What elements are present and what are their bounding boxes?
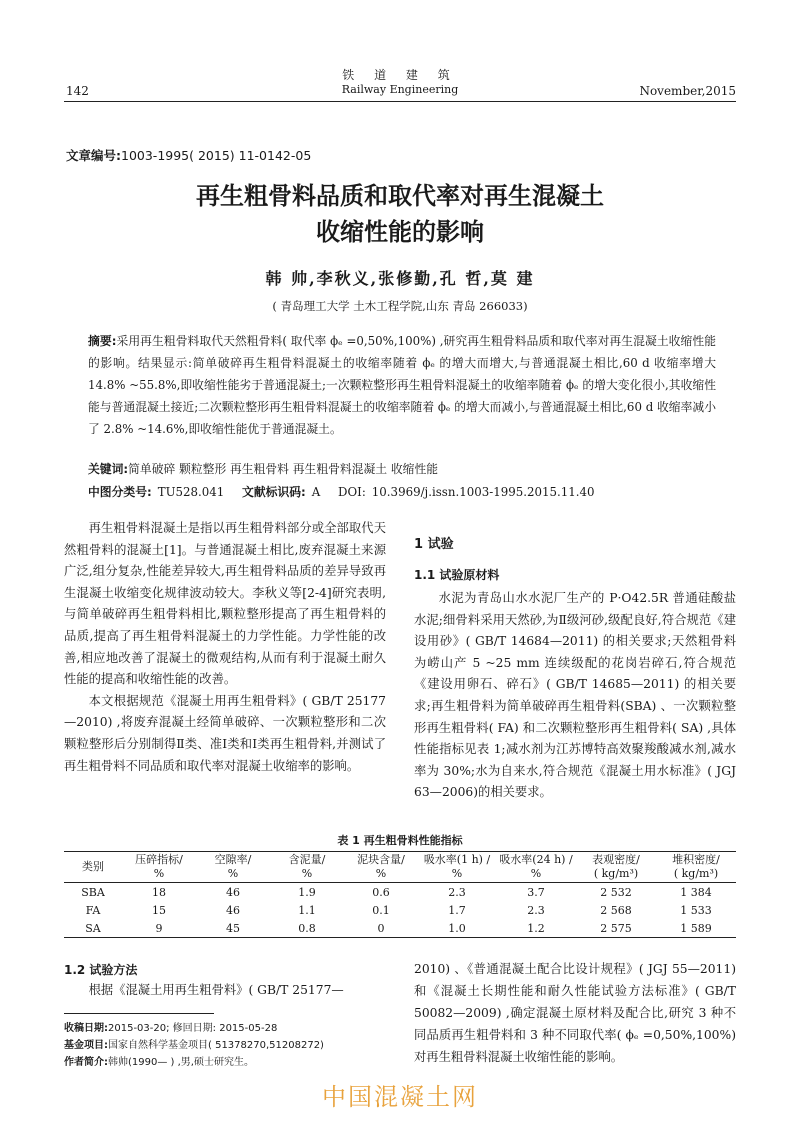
table-cell: SA	[64, 919, 122, 938]
table-cell: 1 533	[680, 903, 712, 917]
doc-code-label: 文献标识码:	[242, 485, 306, 499]
abstract-text: 采用再生粗骨料取代天然粗骨料( 取代率 ϕₑ =0,50%,100%) ,研究再生粗骨料品质和取代率对再生混凝土收缩性能的影响。结果显示:简单破碎再生粗骨料混凝土的收缩率随着 ϕₑ 的增大而增大,与普通混凝土相比,60 d 收缩率增大 14.8% ~55.8%,即收缩性能劣于普通混凝土;一次颗粒整形再生粗骨料混凝土的收缩率随着 ϕₑ 的增大变化很小,其收缩性能与普通混凝土接近;二次颗粒整形再生粗骨料混凝土的收缩率随着 ϕₑ 的增大而减小,与普通混凝土相比,60 d 收缩率减小了 2.8% ~14.6%,即收缩性能优于普通混凝土。	[88, 334, 717, 436]
classification-line	[88, 483, 601, 500]
materials-paragraph: 水泥为青岛山水水泥厂生产的 P·O42.5R 普通硅酸盐水泥;细骨料采用天然砂,为Ⅱ级河砂,级配良好,符合规范《建设用砂》( GB/T 14684—2011) 的相关要求;天然粗骨料为崂山产 5 ~25 mm 连续级配的花岗岩碎石,符合规范《建设用卵石、碎石》( GB/T 14685—2011) 的相关要求;再生粗骨料为简单破碎再生粗骨料(SBA) 、一次颗粒整形再生粗骨料( FA) 和二次颗粒整形再生粗骨料( SA) ,具体性能指标见表 1;减水剂为江苏博特高效聚羧酸减水剂,减水率为 30%;水为自来水,符合规范《混凝土用水标准》( JGJ 63—2006)的相关要求。	[414, 591, 736, 800]
keywords	[88, 460, 438, 477]
clc-label: 中图分类号:	[88, 485, 152, 499]
journal-title-en: Railway Engineering	[341, 83, 459, 96]
journal-title-cn: 铁 道 建 筑	[342, 68, 458, 82]
subsection-heading-methods: 1.2 试验方法	[64, 963, 138, 977]
table-cell: 3.7	[527, 885, 545, 899]
table-cell: 9	[122, 919, 196, 938]
table-header: 吸水率(1 h) / %	[418, 852, 496, 883]
table-header: 含泥量/ %	[270, 852, 344, 883]
table-header: 表观密度/ ( kg/m³)	[576, 852, 656, 883]
clc-value: TU528.041	[157, 485, 225, 499]
abstract-label: 摘要:	[88, 334, 117, 348]
table-caption: 表 1 再生粗骨料性能指标	[337, 834, 463, 847]
section-heading: 1 试验	[414, 537, 454, 552]
keywords-text: 简单破碎 颗粒整形 再生粗骨料 再生粗骨料混凝土 收缩性能	[128, 462, 439, 476]
table-cell: 2 568	[600, 903, 632, 917]
table-cell: 1 589	[656, 919, 736, 938]
table-cell: 2 532	[600, 885, 632, 899]
table-cell: 0	[344, 919, 418, 938]
site-watermark: 中国混凝土网	[322, 1083, 478, 1111]
methods-left-text	[64, 980, 386, 1002]
keywords-label: 关键词:	[88, 462, 129, 476]
materials-section	[414, 588, 736, 804]
article-number-value: 1003-1995( 2015) 11-0142-05	[121, 148, 312, 163]
doi-value: 10.3969/j.issn.1003-1995.2015.11.40	[371, 485, 595, 499]
doc-code-value: A	[311, 485, 321, 499]
issue-date: November,2015	[639, 84, 736, 98]
paper-title-line2: 收缩性能的影响	[316, 218, 484, 246]
table-cell: 46	[226, 885, 240, 899]
introduction	[64, 518, 386, 777]
table-header-row	[64, 852, 736, 883]
table-cell: 1.9	[298, 885, 316, 899]
table-cell: 15	[152, 903, 166, 917]
authors: 韩 帅,李秋义,张修勤,孔 哲,莫 建	[265, 269, 535, 288]
table-row	[64, 883, 736, 902]
table-cell: 0.6	[372, 885, 390, 899]
table-cell: FA	[85, 903, 101, 917]
header-rule	[64, 101, 736, 102]
table-header: 类别	[64, 852, 122, 883]
table-header: 泥块含量/ %	[344, 852, 418, 883]
table-header: 吸水率(24 h) / %	[496, 852, 576, 883]
table-cell: 1.1	[298, 903, 316, 917]
table-header: 压碎指标/ %	[122, 852, 196, 883]
intro-paragraph-2: 本文根据规范《混凝土用再生粗骨料》( GB/T 25177—2010) ,将废弃混凝土经简单破碎、一次颗粒整形和二次颗粒整形后分别制得Ⅱ类、准Ⅰ类和Ⅰ类再生粗骨料,并测试了再生粗骨料不同品质和取代率对混凝土收缩率的影响。	[64, 693, 386, 773]
table-cell: 0.8	[270, 919, 344, 938]
aggregate-properties-table	[64, 851, 736, 938]
footnote-received: 收稿日期:2015-03-20; 修回日期: 2015-05-28	[64, 1023, 278, 1034]
abstract	[88, 330, 716, 440]
table-cell: 0.1	[372, 903, 390, 917]
table-cell: 1 384	[680, 885, 712, 899]
footnote-fund: 基金项目:国家自然科学基金项目( 51378270,51208272)	[64, 1040, 324, 1051]
table-cell: SBA	[81, 885, 105, 899]
article-number-label: 文章编号:	[66, 148, 121, 163]
table-row	[64, 901, 736, 919]
subsection-heading-materials: 1.1 试验原材料	[414, 568, 500, 582]
table-cell: 1.0	[418, 919, 496, 938]
footnote-rule	[64, 1013, 214, 1014]
page-number: 142	[66, 84, 89, 98]
table-cell: 18	[152, 885, 166, 899]
table-cell: 1.7	[448, 903, 466, 917]
doi-label: DOI:	[338, 485, 366, 499]
article-number	[66, 146, 311, 164]
table-cell: 2.3	[527, 903, 545, 917]
table-cell: 2 575	[576, 919, 656, 938]
table-cell: 46	[226, 903, 240, 917]
intro-paragraph-1: 再生粗骨料混凝土是指以再生粗骨料部分或全部取代天然粗骨料的混凝土[1]。与普通混凝土相比,废弃混凝土来源广泛,组分复杂,性能差异较大,再生粗骨料品质的差异导致再生混凝土收缩变化规律波动较大。李秋义等[2-4]研究表明,与简单破碎再生粗骨料相比,颗粒整形提高了再生粗骨料的品质,提高了再生粗骨料混凝土的力学性能。力学性能的改善,相应地改善了混凝土的微观结构,从而有利于混凝土耐久性能的提高和收缩性能的改善。	[64, 521, 386, 687]
footnote-author: 作者简介:韩帅(1990— ) ,男,硕士研究生。	[64, 1057, 254, 1068]
table-row	[64, 919, 736, 938]
table-header: 空隙率/ %	[196, 852, 270, 883]
table-cell: 2.3	[448, 885, 466, 899]
affiliation: ( 青岛理工大学 土木工程学院,山东 青岛 266033)	[272, 299, 528, 313]
table-cell: 45	[196, 919, 270, 938]
paper-title-line1: 再生粗骨料品质和取代率对再生混凝土	[196, 182, 604, 210]
methods-right-text	[414, 958, 736, 1068]
table-cell: 1.2	[496, 919, 576, 938]
methods-paragraph-continued: 2010) 、《普通混凝土配合比设计规程》( JGJ 55—2011)和《混凝土长期性能和耐久性能试验方法标准》( GB/T 50082—2009) ,确定混凝土原材料及配合比,研究 3 种不同品质再生粗骨料和 3 种不同取代率( ϕₑ =0,50%,100%) 对再生粗骨料混凝土收缩性能的影响。	[414, 962, 736, 1064]
methods-paragraph-start: 根据《混凝土用再生粗骨料》( GB/T 25177—	[88, 983, 344, 997]
table-header: 堆积密度/ ( kg/m³)	[656, 852, 736, 883]
